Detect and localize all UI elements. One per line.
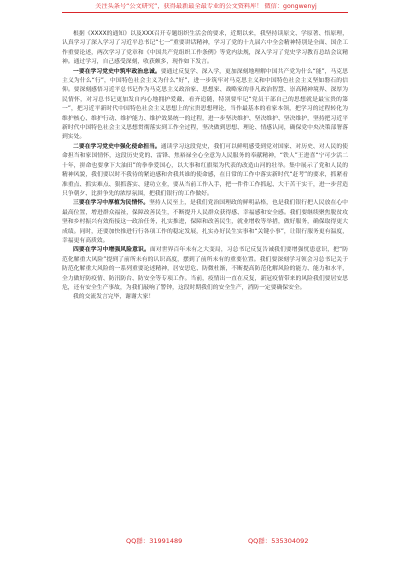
footer bbox=[62, 536, 348, 546]
footer-qq-right: QQ群：535304092 bbox=[248, 537, 309, 545]
paragraph-point-3 bbox=[62, 199, 348, 246]
paragraph-text: 通读学习这段党史，我们可以鲜明感受到党对国家、对历史、对人民的使命担当和家国情怀，这段历史党的、雷锋、焦裕禄全心全意为人民服务的奉献精神，“铁人”王进喜“宁可少活二十年，拼命也要拿下大油田”的拳拳爱国心，以大事和红旗渠为代表的改造山河的壮举。集中展示了党和人民的精神风貌，我们要以时不我待的紧迫感和舍我其谁的使命感，在日常的工作中落实新时代“赶考”的要求，抓紧看准重点、抓实难点、狠抓落实、建功立业，要从当前工作入手，把一件件工作抓起、大干苦干实干，进一步营造只争朝夕、比拼争先的浓厚氛围，把我们银行的工作做好。 bbox=[62, 143, 348, 197]
paragraph-closing bbox=[62, 293, 348, 302]
paragraph-point-4 bbox=[62, 246, 348, 293]
paragraph-lead: 二要在学习党史中强化使命担当。 bbox=[73, 143, 161, 150]
header-banner: 关注头条号“公文研究”，获得最新最全最专业的公文资料库！ 微信：gongwenyj bbox=[95, 3, 317, 10]
paragraph-text: 根据《XXXX的通知》以及XXX召开专题组织生活会的要求，近期以来，我坚持读原文、学原著、悟原理，认真学习了深入学习了习近平总书记“七一”重要讲话精神，学习了党的十九届六中全会精神特别是全面、国企工作重要论述，两次学习了党章和《中国共产党组织工作条例》等党内法规，深入学习了党史学习教育总结会议精神。通过学习，自己感受深刻，收获颇多，现作如下发言。 bbox=[62, 31, 348, 66]
document-body bbox=[62, 30, 348, 303]
paragraph-lead: 四要在学习中增强风险意识。 bbox=[73, 247, 150, 254]
paragraph-text: 要通过反复学、深入学，更加深刻地理解中国共产党为什么“能”，马克思主义为什么“行”，中国特色社会主义为什么“好”，进一步筑牢对马克思主义和中国特色社会主义坚如磐石的信仰。要深刻感悟习近平总书记作为马克思主义政治家、思想家、战略家的非凡政治智慧、崇高精神境界、深厚为民情怀，对习总书记更加发自内心地拥护爱戴、看齐追随，特别要牢记“党员干部自己的思想就是最宝贵的第一”，把习近平新时代中国特色社会主义思想上的宝贵思想理论，当作最基本的看家本领，把学习的过程转化为维护核心、维护行动、维护能力、维护效果统一的过程，进一步坚决维护、坚决维护、坚决维护，坚持把习近平新时代中国特色社会主义思想贯彻落实到工作全过程，坚决做到思想、理论、情感认同，确保党中央决策部署落到实处。 bbox=[62, 68, 348, 141]
footer-qq-left: QQ群：31991489 bbox=[126, 537, 183, 545]
paragraph-lead: 三要在学习中厚植为民情怀。 bbox=[73, 200, 150, 207]
paragraph-text: 我的交流发言完毕，谢谢大家！ bbox=[73, 294, 155, 301]
paragraph-point-2 bbox=[62, 143, 348, 199]
paragraph-intro bbox=[62, 30, 348, 68]
paragraph-text: 坚持人民至上，是我们党治国理政的鲜明品格，也是我们银行把人民放在心中最高位置，增进群众福祉，保障改善民生，不断提升人民群众获得感、幸福感和安全感。我们要继续聚焦脱贫攻坚和乡村振兴有效衔接这一政治任务，扎实推进，保障和改善民生，就业增收等举措，做好服务，确保取得更大成绩。同时，还要加快推进行行各项工作的稳定发展，扎实办好民生实事和“关键小事”，让银行服务更有温度，幸福更有高质效。 bbox=[62, 200, 348, 244]
paragraph-text: 面对世界百年未有之大变局，习总书记反复告诫我们要增强忧患意识，把“防范化解重大风险”提到了前所未有的认识高度，摆到了前所未有的重要位置。我们要深刻学习领会习总书记关于防范化解重大风险的一系列重要论述精神，居安思危、防微杜渐，不断提高防范化解风险的能力、能力和水平，全力做好防疫情、防汛防台、防安全等专项工作。当前，疫情出一直在反复，新冠疫情带来的风险我们要居安思危，还有安全生产事故，为我们敲响了警钟，这段时期我们的安全生产，消防一定要确保安全。 bbox=[62, 247, 348, 291]
paragraph-point-1 bbox=[62, 68, 348, 143]
paragraph-lead: 一要在学习党史中筑牢政治忠诚。 bbox=[73, 68, 161, 75]
header-divider bbox=[62, 12, 348, 13]
